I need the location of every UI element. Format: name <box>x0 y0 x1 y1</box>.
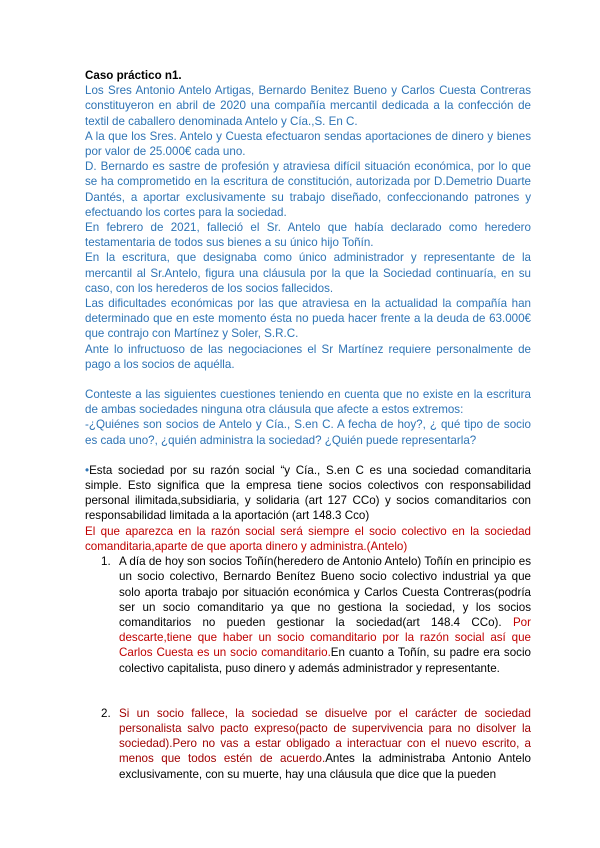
case-paragraph-2: A la que los Sres. Antelo y Cuesta efectuaron sendas aportaciones de dinero y bienes por valor de 25.000€ cada uno. <box>85 129 531 159</box>
question-intro: Conteste a las siguientes cuestiones teniendo en cuenta que no existe en la escritura de ambas sociedades ninguna otra cláusula que afecte a estos extremos: <box>85 388 531 417</box>
document-page <box>85 68 531 782</box>
answer-item-1 <box>85 554 531 676</box>
document-title: Caso práctico n1. <box>85 69 182 82</box>
answer-intro <box>85 463 531 524</box>
case-paragraph-4: En febrero de 2021, falleció el Sr. Antelo que había declarado como heredero testamentaria de todos sus bienes a su único hijo Toñín. <box>85 221 531 250</box>
answer-note-red: El que aparezca en la razón social será siempre el socio colectivo en la sociedad comanditaria,aparte de que aporta dinero y administra.(Antelo) <box>85 524 531 553</box>
bullet-marker: • <box>85 463 90 477</box>
answer-1-text-red: Por descarte,tiene que haber un socio comanditario por la razón social así que Carlos Cuesta es un socio comanditario. <box>119 615 531 660</box>
answer-2-text-red: Si un socio fallece, la sociedad se disuelve por el carácter de sociedad personalista salvo pacto expreso(pacto de supervivencia para no disolver la sociedad).Pero no vas a estar obligado a interactuar con el nuevo escrito, a menos que todos estén de acuerdo. <box>119 706 531 766</box>
answer-number-2: 2. <box>101 706 111 720</box>
case-paragraph-6: Las dificultades económicas por las que atraviesa en la actualidad la compañía han determinado que en este momento ésta no pueda hacer frente a la deuda de 63.000€ que contrajo con Martínez y Soler, S.R.C. <box>85 297 531 341</box>
answer-list <box>85 554 531 782</box>
answer-spacer <box>85 676 531 706</box>
question-text: -¿Quiénes son socios de Antelo y Cía., S.en C. A fecha de hoy?, ¿ qué tipo de socio es cada uno?, ¿quién administra la sociedad? ¿Quién puede representarla? <box>85 418 531 447</box>
case-paragraph-7: Ante lo infructuoso de las negociaciones el Sr Martínez requiere personalmente de pago a los socios de aquélla. <box>85 342 531 371</box>
answer-item-2 <box>85 706 531 782</box>
case-paragraph-3: D. Bernardo es sastre de profesión y atraviesa difícil situación económica, por lo que se ha comprometido en la escritura de constitución, autorizada por D.Demetrio Duarte Dantés, a aportar exclusivamente su trabajo diseñado, confeccionando patrones y efectuando los cortes para la sociedad. <box>85 160 531 219</box>
answer-2-text-b: Antes la administraba Antonio Antelo exclusivamente, con su muerte, hay una cláusula que dice que la pueden <box>119 752 531 781</box>
case-paragraph-5: En la escritura, que designaba como único administrador y representante de la mercantil al Sr.Antelo, figura una cláusula por la que la Sociedad continuaría, en su caso, con los herederos de los socios fallecidos. <box>85 251 531 295</box>
case-paragraph-1: Los Sres Antonio Antelo Artigas, Bernardo Benitez Bueno y Carlos Cuesta Contreras constituyeron en abril de 2020 una compañía mercantil dedicada a la confección de textil de caballero denominada Antelo y Cía.,S. En C. <box>85 84 531 128</box>
answer-1-text-b: En cuanto a Toñín, su padre era socio colectivo capitalista, puso dinero y además administrador y representante. <box>119 646 531 675</box>
answer-intro-text: Esta sociedad por su razón social “y Cía., S.en C es una sociedad comanditaria simple. Esto significa que la empresa tiene socios colectivos con responsabilidad personal ilimitada,subsidiaria, y solidaria (art 127 CCo) y socios comanditarios con responsabilidad limitada a la aportación (art 148.3 Cco) <box>85 463 531 523</box>
answer-number-1: 1. <box>101 555 111 569</box>
answer-1-text-a: A día de hoy son socios Toñín(heredero de Antonio Antelo) Toñín en principio es un socio colectivo, Bernardo Benítez Bueno socio colectivo industrial ya que solo aporta trabajo por situación económica y Carlos Cuesta Contreras(podría ser un socio comanditario ya que no gestiona la sociedad, y los socios comanditarios no pueden gestionar la sociedad(art 148.4 CCo). <box>119 555 531 629</box>
